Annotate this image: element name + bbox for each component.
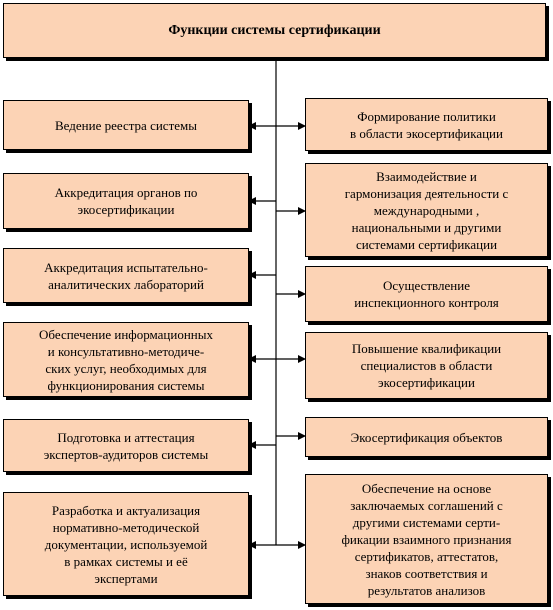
right-function-text-3: Осуществление инспекционного контроля — [354, 278, 499, 310]
left-function-box-2 — [3, 173, 249, 229]
left-function-box-6 — [3, 492, 249, 596]
left-function-box-1 — [3, 100, 249, 150]
left-function-text-5: Подготовка и аттестация экспертов-аудиторов системы — [43, 429, 209, 462]
left-function-text-1: Ведение реестра системы — [55, 117, 197, 133]
left-function-box-5 — [3, 419, 249, 472]
right-function-text-4: Повышение квалификации специалистов в области экосертификации — [351, 341, 502, 390]
right-function-text-6: Обеспечение на основе заключаемых соглашений с другими системами серти- фикации взаимного признания сертификатов, аттестатов, знаков соответствия и результатов анализов — [341, 480, 512, 598]
right-function-box-2 — [305, 163, 548, 257]
right-function-box-3 — [305, 266, 548, 322]
left-function-text-6: Разработка и актуализация нормативно-методической документации, используемой в рамках системы и её экспертами — [44, 502, 208, 586]
left-function-box-4 — [3, 322, 249, 397]
diagram-title: Функции системы сертификации — [168, 23, 381, 38]
left-function-text-4: Обеспечение информационных и консультативно-методиче- ских услуг, необходимых для функционирования системы — [39, 326, 213, 393]
right-function-box-1 — [305, 98, 548, 151]
right-function-text-5: Экосертификация объектов — [350, 429, 503, 445]
right-function-box-5 — [305, 417, 548, 457]
left-function-text-2: Аккредитация органов по экосертификации — [54, 185, 198, 217]
left-function-box-3 — [3, 248, 249, 303]
right-function-text-2: Взаимодействие и гармонизация деятельности с международными , национальными и другими системами сертификации — [344, 168, 509, 252]
right-function-box-6 — [305, 474, 548, 604]
right-function-text-1: Формирование политики в области экосертификации — [350, 108, 503, 141]
left-function-text-3: Аккредитация испытательно- аналитических лабораторий — [44, 259, 208, 292]
diagram-title-box — [3, 3, 546, 58]
right-function-box-4 — [305, 332, 548, 399]
